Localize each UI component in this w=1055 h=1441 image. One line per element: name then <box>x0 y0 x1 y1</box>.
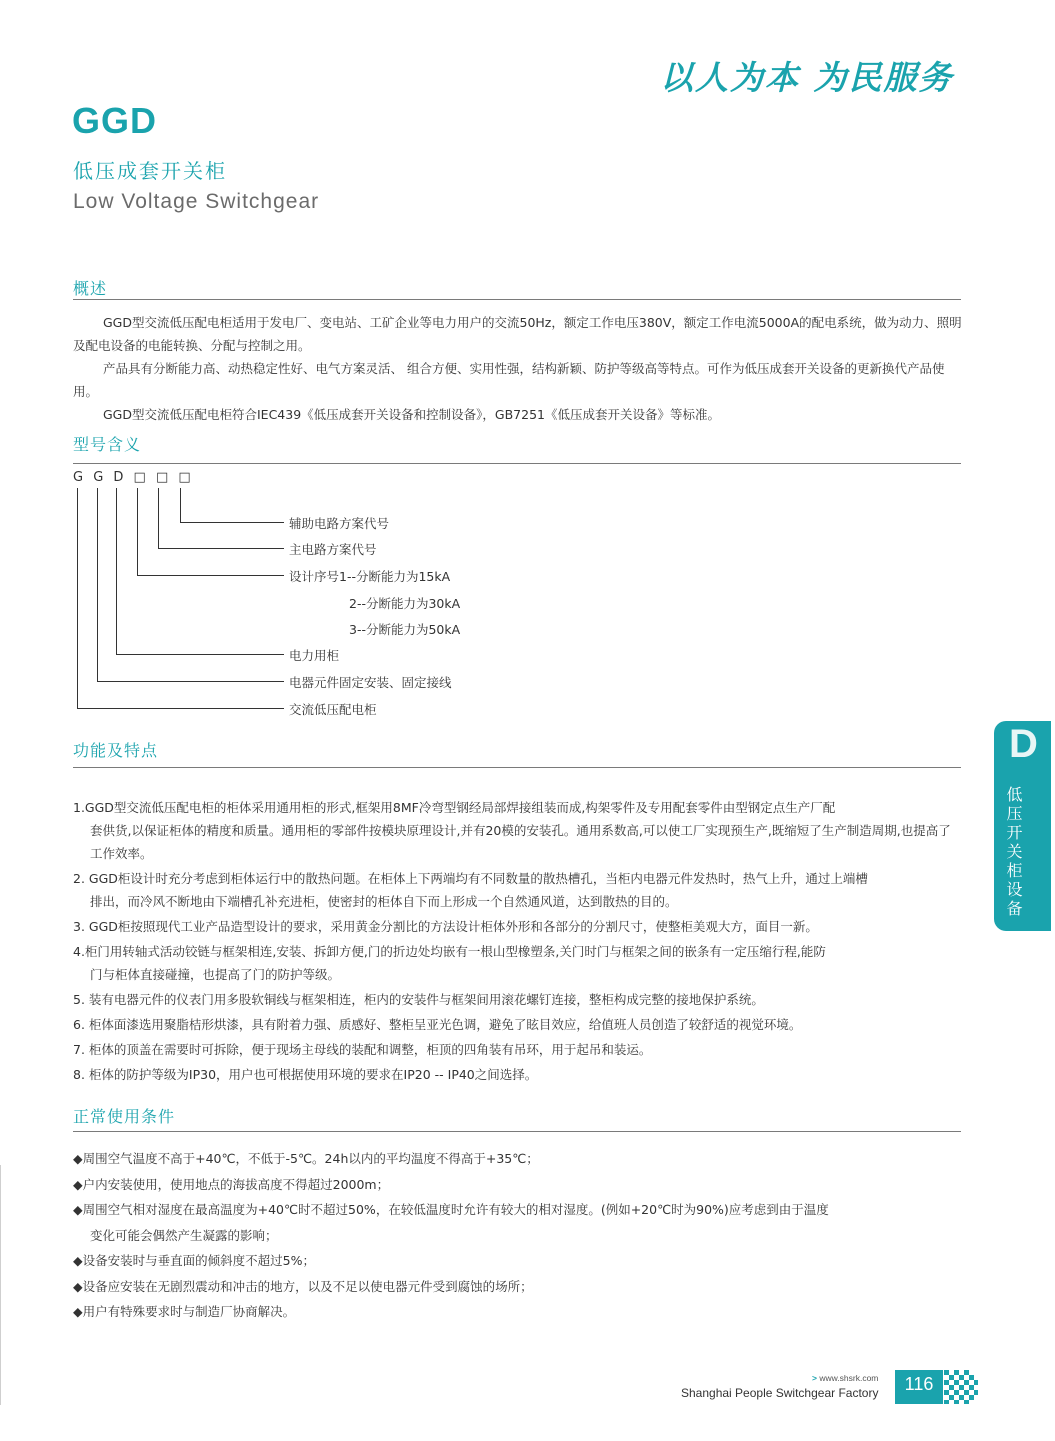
overview-paragraph: 产品具有分断能力高、动热稳定性好、电气方案灵活、 组合方便、实用性强，结构新颖、防护等级高等特点。可作为低压成套开关设备的更新换代产品使用。 <box>73 361 945 399</box>
feature-text: 3. GGD柜按照现代工业产品造型设计的要求，采用黄金分割比的方法设计柜体外形和各部分的分割尺寸，使整柜美观大方，面目一新。 <box>73 919 818 934</box>
model-title: GGD <box>72 100 158 141</box>
model-label-aux-circuit: 辅助电路方案代号 <box>289 516 390 531</box>
condition-list <box>73 1146 963 1325</box>
model-code: G G D □ □ □ <box>73 470 194 485</box>
feature-text: 4.柜门用转轴式活动铰链与框架相连,安装、拆卸方便,门的折边处均嵌有一根山型橡塑条,关门时门与框架之间的嵌条有一定压缩行程,能防 <box>73 944 826 959</box>
margin-line <box>0 1165 1 1405</box>
list-item <box>73 1274 963 1300</box>
model-label-power-cabinet: 电力用柜 <box>289 648 340 663</box>
tree-line <box>158 488 159 549</box>
divider <box>73 1131 961 1132</box>
condition-text-cont: 变化可能会偶然产生凝露的影响； <box>90 1227 278 1243</box>
condition-text: ◆设备安装时与垂直面的倾斜度不超过5%； <box>73 1253 315 1268</box>
feature-text: 7. 柜体的顶盖在需要时可拆除，便于现场主母线的装配和调整，柜顶的四角装有吊环，用于起吊和装运。 <box>73 1042 652 1057</box>
feature-list <box>73 796 963 1088</box>
divider <box>73 299 961 300</box>
feature-text-cont: 排出，而冷风不断地由下端槽孔补充进柜，使密封的柜体自下而上形成一个自然通风道，达到散热的目的。 <box>90 894 678 909</box>
page-number: 116 <box>904 1374 934 1394</box>
model-label-ac-lv-cabinet: 交流低压配电柜 <box>289 702 377 717</box>
model-label-design-3: 3--分断能力为50kA <box>349 622 461 637</box>
feature-text: 2. GGD柜设计时充分考虑到柜体运行中的散热问题。在柜体上下两端均有不同数量的散热槽孔，当柜内电器元件发热时，热气上升，通过上端槽 <box>73 871 868 886</box>
footer-url <box>812 1373 878 1383</box>
tree-line <box>97 488 98 682</box>
list-item <box>73 1172 963 1198</box>
condition-text: ◆周围空气相对湿度在最高温度为+40℃时不超过50%，在较低温度时允许有较大的相对湿度。(例如+20℃时为90%)应考虑到由于温度 <box>73 1202 829 1217</box>
feature-text: 5. 装有电器元件的仪表门用多股软铜线与框架相连，柜内的安装件与框架间用滚花螺钉连接，整柜构成完整的接地保护系统。 <box>73 992 764 1007</box>
overview-text <box>73 311 963 426</box>
list-item <box>73 1146 963 1172</box>
model-label-fixed-install: 电器元件固定安装、固定接线 <box>289 675 452 690</box>
subtitle-chinese: 低压成套开关柜 <box>73 159 227 183</box>
condition-text: ◆周围空气温度不高于+40℃，不低于-5℃。24h以内的平均温度不得高于+35℃； <box>73 1151 539 1166</box>
feature-text: 6. 柜体面漆选用聚脂桔形烘漆，具有附着力强、质感好、整柜呈亚光色调，避免了眩目效应，给值班人员创造了较舒适的视觉环境。 <box>73 1017 802 1032</box>
section-title-features: 功能及特点 <box>73 741 159 760</box>
feature-text-cont: 套供货,以保证柜体的精度和质量。通用柜的零部件按模块原理设计,并有20模的安装孔。通用系数高,可以使工厂实现预生产,既缩短了生产制造周期,也提高了工作效率。 <box>90 823 951 861</box>
feature-text-cont: 门与柜体直接碰撞，也提高了门的防护等级。 <box>90 967 341 982</box>
tree-line <box>137 575 284 576</box>
list-item <box>73 1013 963 1036</box>
feature-text: 8. 柜体的防护等级为IP30，用户也可根据使用环境的要求在IP20 -- IP40之间选择。 <box>73 1067 538 1082</box>
list-item <box>73 796 963 865</box>
overview-paragraph: GGD型交流低压配电柜符合IEC439《低压成套开关设备和控制设备》，GB7251《低压成套开关设备》等标准。 <box>103 407 720 422</box>
tree-line <box>77 488 78 709</box>
subtitle-english: Low Voltage Switchgear <box>73 190 320 213</box>
model-label-main-circuit: 主电路方案代号 <box>289 542 377 557</box>
footer-factory-name: Shanghai People Switchgear Factory <box>681 1386 879 1400</box>
slogan: 以人为本 为民服务 <box>660 58 954 97</box>
section-title-overview: 概述 <box>73 279 108 298</box>
side-tab-letter: D <box>1009 722 1038 766</box>
tree-line <box>180 488 181 523</box>
tree-line <box>158 548 284 549</box>
tree-line <box>137 488 138 576</box>
divider <box>73 767 961 768</box>
condition-text: ◆用户有特殊要求时与制造厂协商解决。 <box>73 1304 296 1319</box>
list-item <box>73 940 963 986</box>
condition-text: ◆设备应安装在无剧烈震动和冲击的地方，以及不足以使电器元件受到腐蚀的场所； <box>73 1278 533 1294</box>
feature-text: 1.GGD型交流低压配电柜的柜体采用通用柜的形式,框架用8MF冷弯型钢经局部焊接组装而成,构架零件及专用配套零件由型钢定点生产厂配 <box>73 800 836 815</box>
chevron-right-icon: > <box>812 1373 817 1383</box>
list-item <box>73 1197 963 1248</box>
footer-url-text: www.shsrk.com <box>819 1373 879 1383</box>
checker-pattern-icon <box>944 1370 978 1404</box>
list-item <box>73 1248 963 1274</box>
list-item <box>73 1299 963 1325</box>
list-item <box>73 1063 963 1086</box>
tree-line <box>77 708 284 709</box>
tree-line <box>180 522 284 523</box>
divider <box>73 463 961 464</box>
list-item <box>73 988 963 1011</box>
model-label-design-1: 设计序号1--分断能力为15kA <box>289 569 451 584</box>
side-tab-text: 低压开关柜设备 <box>1004 786 1023 919</box>
condition-text: ◆户内安装使用，使用地点的海拔高度不得超过2000m； <box>73 1176 390 1192</box>
tree-line <box>97 681 284 682</box>
model-label-design-2: 2--分断能力为30kA <box>349 596 461 611</box>
list-item <box>73 1038 963 1061</box>
section-title-conditions: 正常使用条件 <box>73 1107 176 1126</box>
list-item <box>73 867 963 913</box>
list-item <box>73 915 963 938</box>
tree-line <box>116 488 117 655</box>
overview-paragraph: GGD型交流低压配电柜适用于发电厂、变电站、工矿企业等电力用户的交流50Hz，额定工作电压380V，额定工作电流5000A的配电系统，做为动力、照明及配电设备的电能转换、分配与控制之用。 <box>73 315 962 353</box>
tree-line <box>116 654 284 655</box>
section-title-model-meaning: 型号含义 <box>73 435 142 454</box>
